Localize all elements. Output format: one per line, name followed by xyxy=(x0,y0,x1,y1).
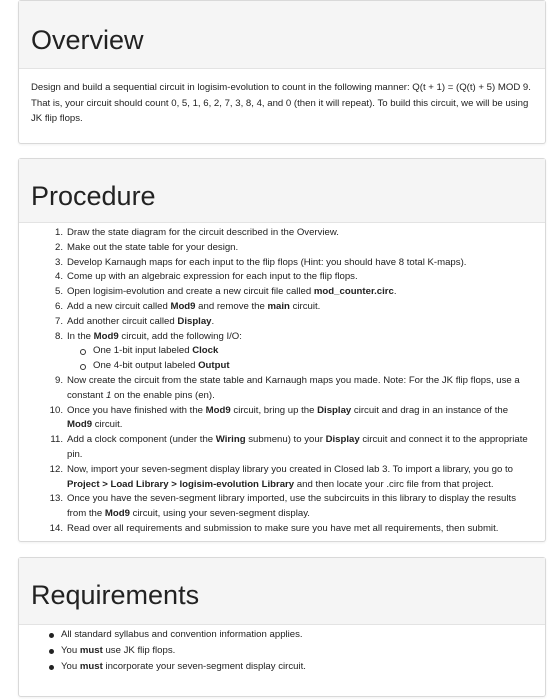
procedure-step xyxy=(49,433,533,463)
text-run: One 1-bit input labeled xyxy=(93,345,193,357)
bullet-icon xyxy=(49,633,54,638)
text-run: circuit, add the following I/O: xyxy=(118,330,242,342)
text-run: You xyxy=(61,661,80,672)
step-text xyxy=(67,242,238,253)
bold-text: must xyxy=(79,645,103,656)
bold-text: Mod9 xyxy=(93,330,119,342)
requirements-list xyxy=(19,625,545,675)
text-run: circuit and drag in an instance of the xyxy=(351,404,509,416)
overview-card xyxy=(18,0,546,144)
requirement-item xyxy=(49,643,533,659)
text-run: One 4-bit output labeled xyxy=(93,360,199,372)
step-text xyxy=(67,227,339,238)
step-number: 1. xyxy=(54,227,63,238)
step-text xyxy=(67,493,516,519)
procedure-step xyxy=(49,315,533,330)
procedure-step xyxy=(49,374,533,404)
circle-bullet-icon xyxy=(80,349,86,355)
step-text xyxy=(67,405,508,431)
text-run: circuit, using your seven-segment display. xyxy=(129,508,310,520)
text-run: . xyxy=(393,286,397,298)
step-text xyxy=(67,331,242,342)
text-run: circuit. xyxy=(92,419,123,431)
bold-text: Mod9 xyxy=(104,508,130,520)
text-run: Draw the state diagram for the circuit described in the Overview. xyxy=(67,227,339,238)
step-number: 3. xyxy=(54,256,63,268)
step-number: 12. xyxy=(49,463,63,475)
text-run: incorporate your seven-segment display circuit. xyxy=(102,661,306,672)
bullet-icon xyxy=(49,665,54,670)
text-run: circuit, bring up the xyxy=(230,404,318,416)
text-run: You xyxy=(61,645,80,656)
bold-text: Mod9 xyxy=(67,419,93,431)
text-run: Read over all requirements and submission to make sure you have met all requirements, then submit. xyxy=(67,522,499,534)
step-number: 8. xyxy=(54,330,63,342)
bold-text: Display xyxy=(317,404,352,416)
bold-text: Display xyxy=(325,434,360,446)
step-text xyxy=(67,523,498,534)
step-number: 2. xyxy=(54,241,63,253)
step-text xyxy=(67,301,320,312)
text-run: Once you have the seven-segment library imported, use the subcircuits in this library to display the results from the xyxy=(67,493,516,520)
bold-text: Mod9 xyxy=(170,300,196,312)
bullet-icon xyxy=(49,649,54,654)
step-text xyxy=(67,316,214,327)
step-number: 14. xyxy=(49,522,63,534)
procedure-step xyxy=(49,404,533,434)
procedure-step xyxy=(49,463,533,493)
procedure-steps-list xyxy=(19,223,545,537)
bold-text: main xyxy=(267,300,290,312)
step-number: 6. xyxy=(54,300,63,312)
overview-body: Design and build a sequential circuit in logisim-evolution to count in the following manner: Q(t + 1) = (Q(t) + 5) MOD 9. That is, your circuit should count 0, 5, 1, 6, 2, 7, 3, 8, 4, and 0 (then it will repeat). To build this circuit, we will be using JK flip flops. xyxy=(31,82,531,125)
text-run: circuit. xyxy=(289,300,321,312)
bold-text: Project > Load Library > logisim-evolution Library xyxy=(67,478,295,490)
text-run: submenu) to your xyxy=(245,434,326,446)
step-text xyxy=(67,434,528,460)
procedure-header xyxy=(19,159,545,223)
procedure-card xyxy=(18,158,546,542)
text-run: Make out the state table for your design. xyxy=(67,241,239,253)
procedure-step xyxy=(49,492,533,522)
step-number: 7. xyxy=(54,315,63,327)
procedure-step xyxy=(49,270,533,285)
procedure-title: Procedure xyxy=(31,181,156,211)
procedure-step xyxy=(49,330,533,374)
bold-text: mod_counter.circ xyxy=(313,286,394,298)
step-text xyxy=(67,257,466,268)
step-number: 5. xyxy=(54,286,63,298)
requirement-item xyxy=(49,659,533,675)
text-run: Come up with an algebraic expression for each input to the flip flops. xyxy=(67,271,358,283)
text-run: Now, import your seven-segment display library you created in Closed lab 3. To import a library, you go to xyxy=(67,463,513,475)
sub-list-item xyxy=(80,344,533,359)
bold-text: Display xyxy=(177,315,212,327)
text-run: circuit and connect it to the appropriate pin. xyxy=(67,434,528,460)
procedure-step xyxy=(49,241,533,256)
step-text xyxy=(67,271,358,282)
overview-title: Overview xyxy=(31,25,144,55)
circle-bullet-icon xyxy=(80,364,86,370)
bold-text: Wiring xyxy=(215,434,246,446)
text-run: Add a clock component (under the xyxy=(67,434,216,446)
sub-list-item xyxy=(80,359,533,374)
procedure-step xyxy=(49,285,533,300)
step-number: 13. xyxy=(49,493,63,505)
step-text xyxy=(67,464,513,490)
step-sublist xyxy=(67,344,533,374)
step-number: 10. xyxy=(49,404,63,416)
step-number: 11. xyxy=(50,434,63,446)
bold-text: must xyxy=(79,661,103,672)
text-run: Once you have finished with the xyxy=(67,404,206,416)
text-run: and then locate your .circ file from that project. xyxy=(294,478,494,490)
step-number: 4. xyxy=(54,271,63,283)
step-number: 9. xyxy=(54,374,63,386)
text-run: Add another circuit called xyxy=(67,315,178,327)
bold-text: Output xyxy=(198,360,230,372)
text-run: and remove the xyxy=(195,300,268,312)
step-text xyxy=(67,375,520,401)
text-run: on the enable pins (en). xyxy=(111,389,215,401)
text-run: Now create the circuit from the state table and Karnaugh maps you made. Note: For the JK flip flops, use a constant xyxy=(67,374,520,401)
italic-text: 1 xyxy=(105,389,112,401)
text-run: Add a new circuit called xyxy=(67,300,171,312)
bold-text: Clock xyxy=(192,345,219,357)
text-run: . xyxy=(211,315,215,327)
text-run: In the xyxy=(67,330,94,342)
step-text xyxy=(67,286,397,297)
text-run: Develop Karnaugh maps for each input to the flip flops (Hint: you should have 8 total K-maps). xyxy=(67,256,467,268)
procedure-step xyxy=(49,226,533,241)
text-run: use JK flip flops. xyxy=(102,645,176,656)
requirements-card xyxy=(18,557,546,697)
requirement-item xyxy=(49,627,533,643)
text-run: Open logisim-evolution and create a new circuit file called xyxy=(67,286,314,298)
overview-header xyxy=(19,1,545,69)
procedure-step xyxy=(49,256,533,271)
procedure-step xyxy=(49,300,533,315)
procedure-step xyxy=(49,522,533,537)
requirements-header xyxy=(19,558,545,625)
text-run: All standard syllabus and convention information applies. xyxy=(61,629,303,640)
bold-text: Mod9 xyxy=(205,404,231,416)
requirements-title: Requirements xyxy=(31,580,200,610)
